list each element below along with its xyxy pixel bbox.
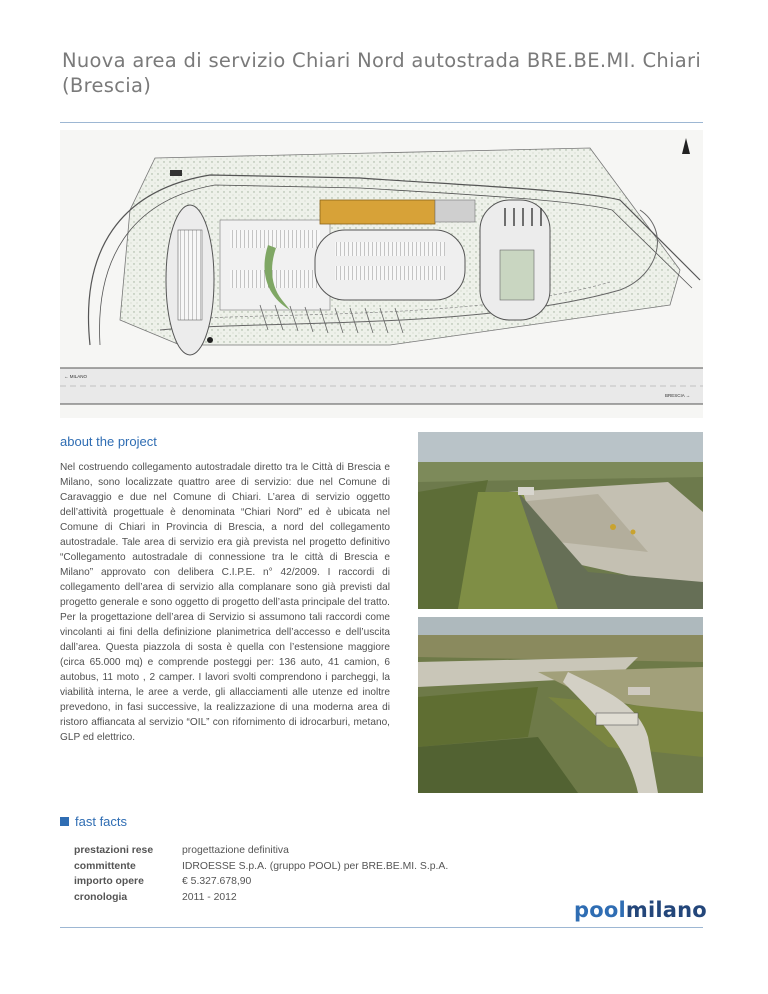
fact-row [74,890,448,906]
fact-value: € 5.327.678,90 [182,876,252,887]
fact-value: IDROESSE S.p.A. (gruppo POOL) per BRE.BE.MI. S.p.A. [182,860,449,872]
fact-row [74,859,448,875]
fast-facts-table [74,843,448,905]
fact-label: cronologia [74,891,128,903]
about-text: Nel costruendo collegamento autostradale diretto tra le Città di Brescia e Milano, sono localizzate quattro aree di servizio: due nel Comune di Caravaggio e due nel Comune di Chiari. L’area di servizio oggetto dell’attività progettuale è denominata “Chiari Nord” ed è ubicata nel Comune di Chiari in Provincia di Brescia, a nord del collegamento autostradale. Tale area di servizio era già prevista nel progetto definitivo “Collegamento autostradale di connessione tra le città di Brescia e Milano” approvato con delibera C.I.P.E. n° 42/2009. I raccordi di collegamento dell’area di servizio alla complanare sono già previsti dal progetto generale e sono oggetto di progetto dell’asta principale del tratto. Per la progettazione dell’area di Servizio si assumono tali raccordi come vincolanti ai fini della definizione planimetrica dell’accesso e dell’uscita dall’area. Questa piazzola di sosta è quella con l’estensione maggiore (circa 65.000 mq) e comprende posteggi per: 136 auto, 41 camion, 6 autobus, 11 moto , 2 camper. I lavori svolti comprendono i parcheggi, la viabilità interna, le aree a verde, gli allacciamenti alle utenze ed inoltre prevedono, in fasi successive, la realizzazione di una moderna area di ristoro affiancata al servizio “OIL” con rifornimento di idrocarburi, metano, GLP ed elettrico. [60,462,390,743]
aerial-photo-construction [418,432,703,609]
fact-value: progettazione definitiva [182,845,289,856]
bottom-divider [60,927,703,928]
fact-row [74,843,448,859]
fast-facts-heading [60,814,127,829]
site-plan-drawing [60,130,703,418]
page-title: Nuova area di servizio Chiari Nord autostrada BRE.BE.MI. Chiari (Brescia) [62,49,702,97]
poolmilano-logo [574,898,707,922]
fact-label: importo opere [74,876,144,887]
logo-part-milano: milano [625,898,707,922]
fact-label: prestazioni rese [74,845,154,856]
about-heading: about the project [60,434,157,449]
fact-row [74,874,448,890]
fast-facts-heading-label: fast facts [75,814,128,829]
fact-label: committente [74,860,136,872]
bullet-square-icon [60,817,69,826]
top-divider [60,122,703,123]
logo-part-pool: pool [574,898,626,922]
plan-label-east: BRESCIA → [665,393,691,398]
fact-value: 2011 - 2012 [182,891,237,903]
plan-label-west: ← MILANO [64,374,88,379]
aerial-photo-service-area [418,617,703,793]
